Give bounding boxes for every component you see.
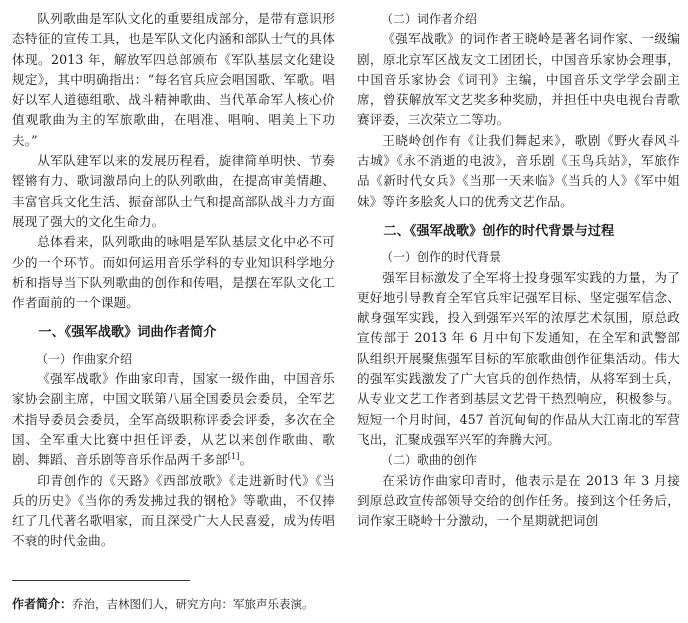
composer-subheading: （一）作曲家介绍 [36, 351, 133, 366]
lyricist-works-paragraph: 王晓岭创作有《让我们舞起来》，歌剧《野火春风斗古城》《永不消逝的电波》，音乐剧《玉鸟兵站》，军旅作品《新时代女兵》《当那一天来临》《当兵的人》《军中姐妹》等许多脍炙人口的优秀文艺作品。 [357, 132, 680, 209]
composer-paragraph [12, 369, 335, 470]
left-column [12, 9, 335, 552]
intro-paragraph-1: 队列歌曲是军队文化的重要组成部分，是带有意识形态特征的宣传工具，也是军队文化内涵和部队士气的具体体现。2013 年，解放军四总部颁布《军队基层文化建设规定》，其中明确指出：“每名官兵应会唱国歌、军歌。唱好以军人道德组歌、战斗精神歌曲、当代革命军人核心价值观歌曲为主的军旅歌曲，在唱准、唱响、唱美上下功夫。” [12, 11, 335, 148]
footnote-divider [12, 580, 190, 581]
composer-works-paragraph: 印青创作的《天路》《西部放歌》《走进新时代》《当兵的历史》《当你的秀发拂过我的钢枪》等歌曲，不仅捧红了几代著名歌唱家，而且深受广大人民喜爱，成为传唱不衰的时代金曲。 [12, 472, 335, 549]
background-subheading: （一）创作的时代背景 [381, 250, 502, 265]
composer-text: 《强军战歌》作曲家印青，国家一级作曲，中国音乐家协会副主席，中国文联第八届全国委员会委员，全军艺术指导委员会委员，全军高级职称评委会评委，多次在全国、全军重大比赛中担任评委，从艺以来创作歌曲、歌剧、舞蹈、音乐剧等音乐作品两千多部 [12, 371, 335, 468]
intro-paragraph-3: 总体看来，队列歌曲的咏唱是军队基层文化中必不可少的一个环节。而如何运用音乐学科的专业知识科学地分析和指导当下队列歌曲的创作和传唱，是摆在军队文化工作者面前的一个课题。 [12, 234, 335, 311]
background-paragraph: 强军目标激发了全军将士投身强军实践的力量，为了更好地引导教育全军官兵牢记强军目标、坚定强军信念、献身强军实践，投入到强军兴军的浓厚艺术氛围，原总政宣传部于 2013 年 6 月中旬下发通知，在全军和武警部队组织开展聚焦强军目标的军旅歌曲创作征集活动。伟大的强军实践激发了广大官兵的创作热情，从将军到士兵，从专业文艺工作者到基层文艺骨干热烈响应，积极参与。短短一个月时间，457 首沉甸甸的作品从大江南北的军营飞出，汇聚成强军兴军的奔腾大河。 [357, 269, 680, 447]
composer-text-end: 。 [239, 452, 253, 468]
section-1-heading: 一、《强军战歌》词曲作者简介 [38, 325, 217, 341]
footnote-text: 乔治，吉林图们人，研究方向：军旅声乐表演。 [72, 597, 314, 611]
lyricist-subheading: （二）词作者介绍 [381, 12, 478, 26]
section-2-heading: 二、《强军战歌》创作的时代背景与过程 [383, 223, 615, 239]
lyricist-paragraph: 《强军战歌》的词作者王晓岭是著名词作家、一级编剧，原北京军区战友文工团团长，中国音乐家协会理事，中国音乐家协会《词刊》主编，中国音乐文学学会副主席，曾获解放军文艺奖多种奖励，并担任中央电视台青歌赛评委，三次荣立二等功。 [357, 31, 680, 128]
intro-paragraph-2: 从军队建军以来的发展历程看，旋律简单明快、节奏铿锵有力、歌词激昂向上的队列歌曲，在提高审美情趣、丰富官兵文化生活、振奋部队士气和提高部队战斗力方面展现了强大的文化生命力。 [12, 153, 335, 229]
author-footnote [12, 596, 672, 612]
right-column [357, 9, 680, 531]
citation-ref[interactable]: [1] [227, 452, 240, 462]
creation-paragraph: 在采访作曲家印青时，他表示是在 2013 年 3 月接到原总政宣传部领导交给的创作任务。接到这个任务后，词作家王晓岭十分激动，一个星期就把词创 [357, 472, 680, 529]
footnote-label: 作者简介： [12, 597, 73, 611]
creation-subheading: （二）歌曲的创作 [381, 453, 478, 468]
